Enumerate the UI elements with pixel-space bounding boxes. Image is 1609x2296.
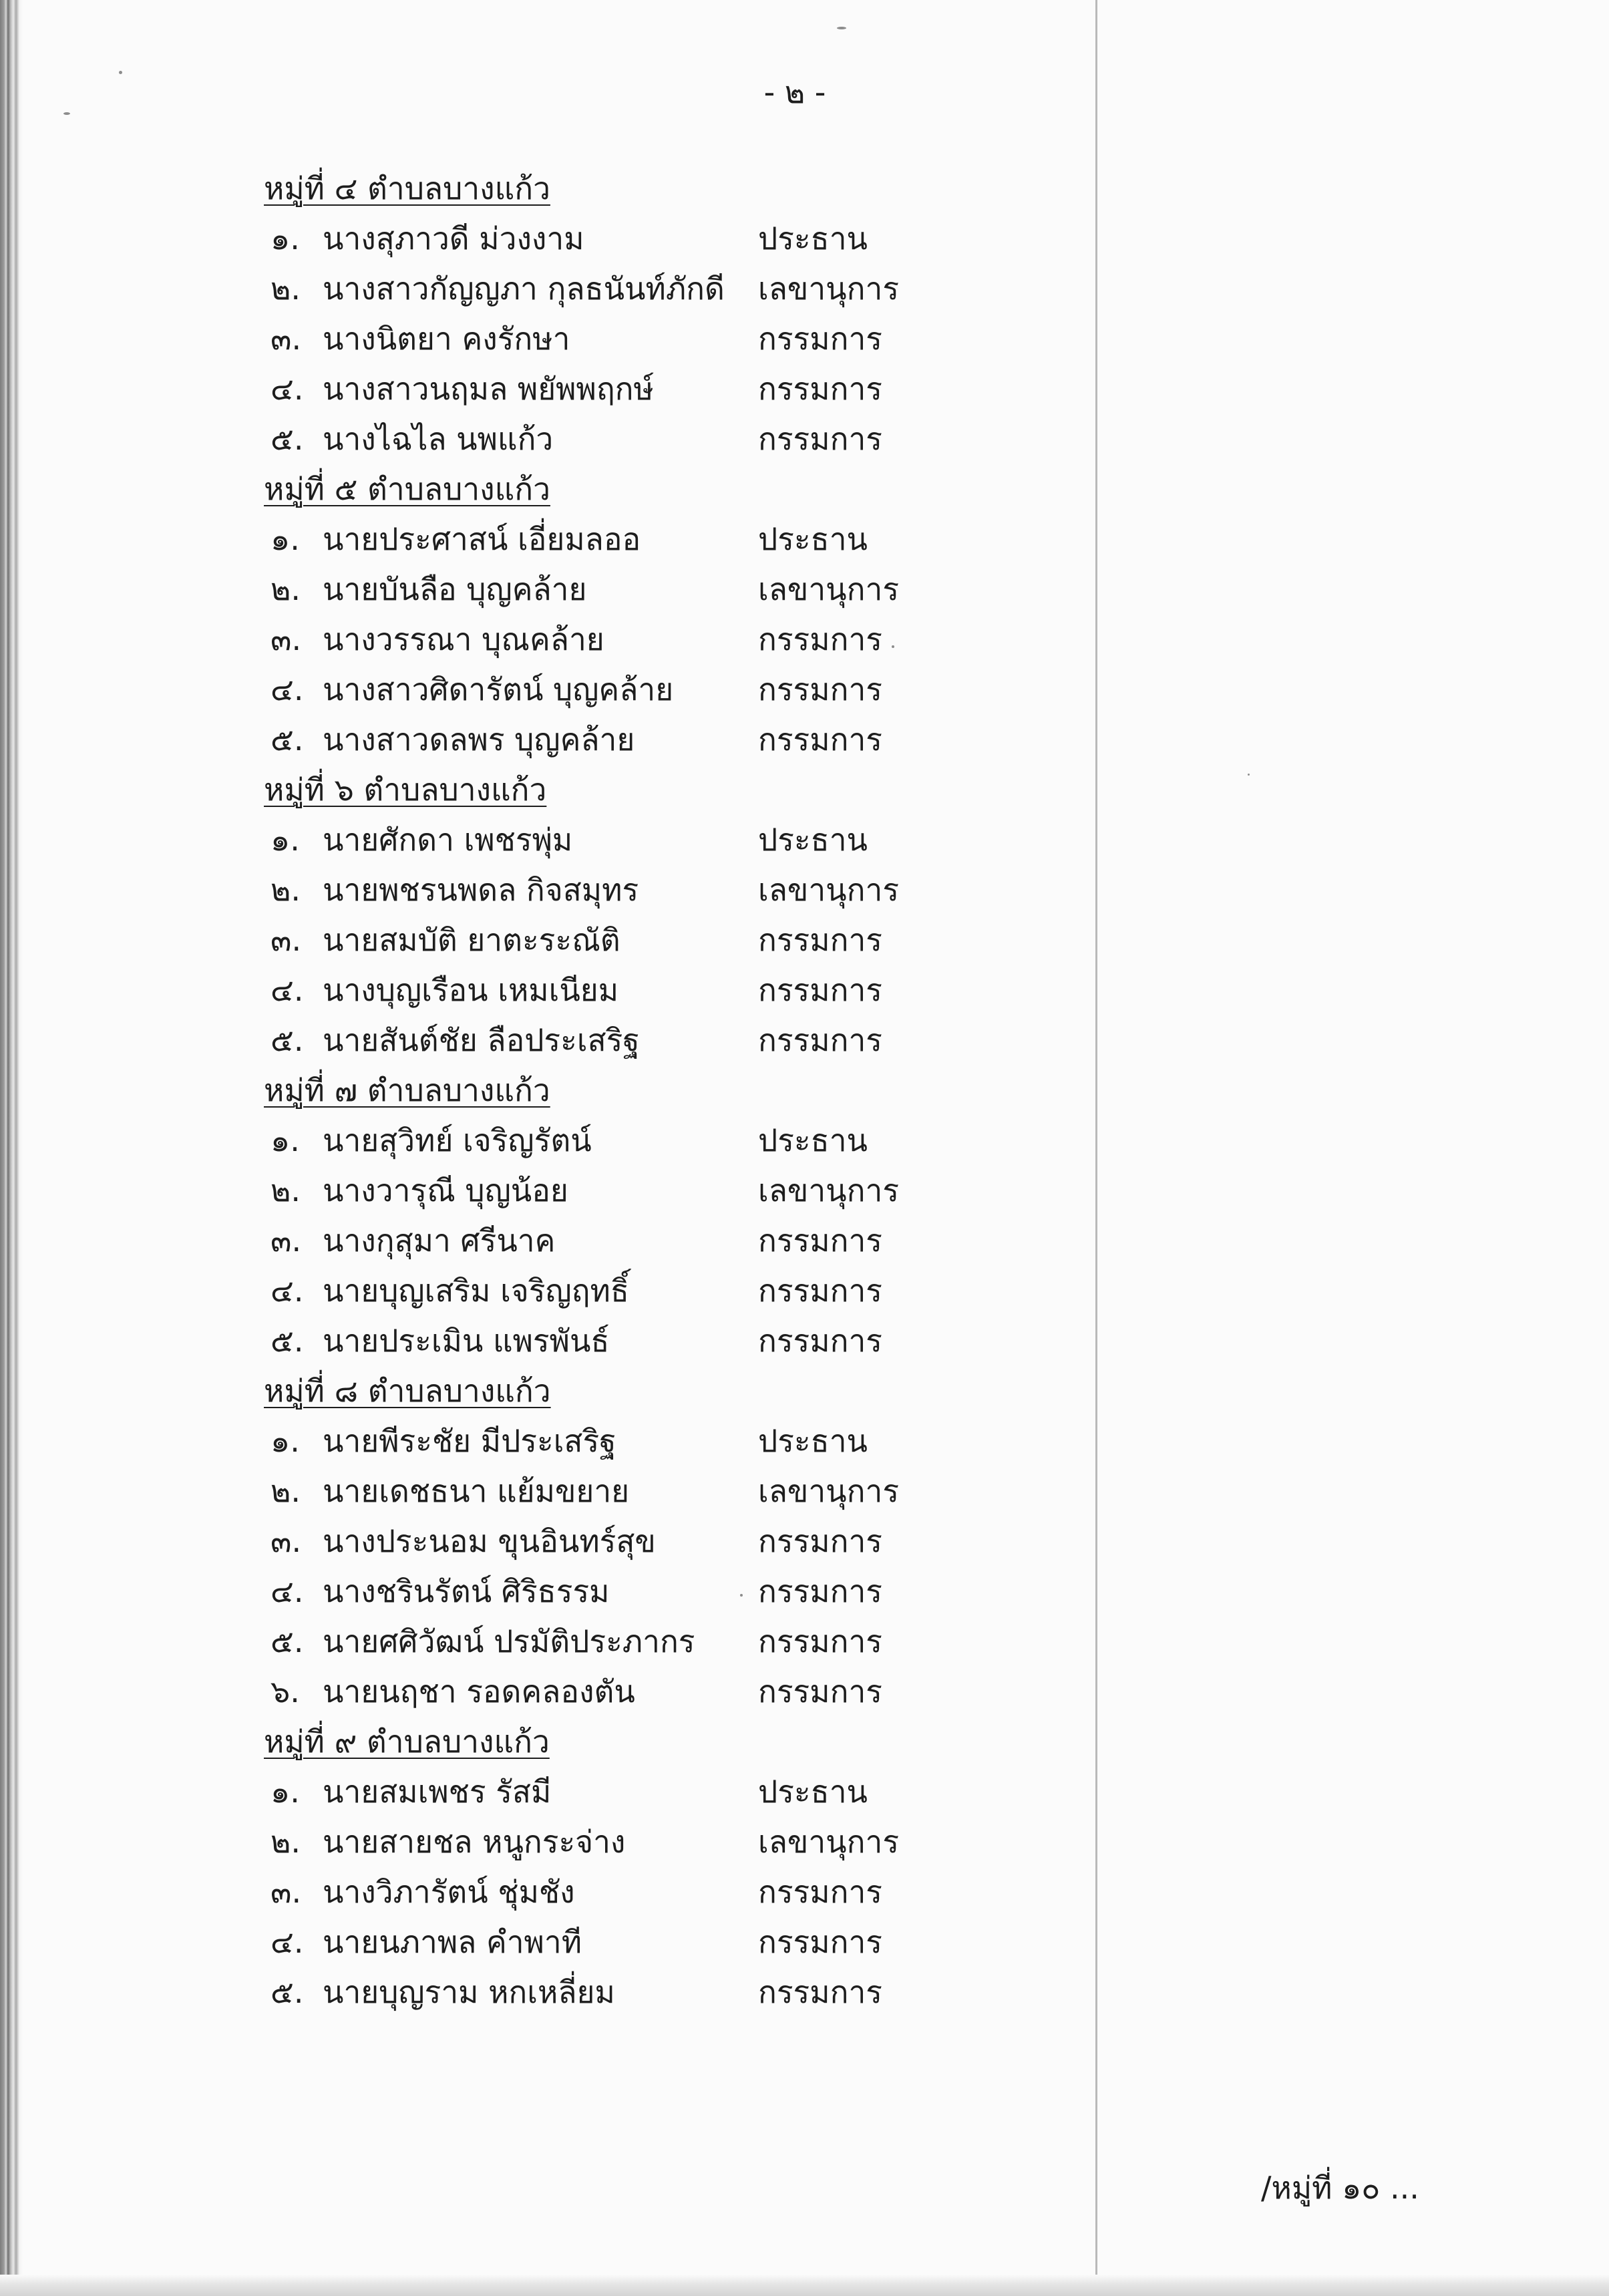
member-name: นายบุญราม หกเหลี่ยม [323, 1974, 615, 2010]
member-row [264, 1166, 1085, 1216]
member-role: กรรมการ [758, 671, 882, 707]
member-name: นายพชรนพดล กิจสมุทร [323, 872, 639, 908]
member-index: ๔. [271, 972, 304, 1008]
member-row [264, 364, 1085, 414]
village-group [264, 765, 1085, 1065]
member-row [264, 1767, 1085, 1817]
member-role: กรรมการ [758, 922, 882, 958]
member-row [264, 1316, 1085, 1366]
group-heading [264, 1717, 1085, 1767]
member-role: กรรมการ [758, 1523, 882, 1559]
member-name: นายบุญเสริม เจริญฤทธิ์ [323, 1273, 629, 1309]
member-role: กรรมการ [758, 1623, 882, 1659]
member-index: ๒. [271, 1172, 301, 1208]
fold-line [1095, 0, 1097, 2296]
group-heading-text: หมู่ที่ ๔ ตำบลบางแก้ว [264, 170, 550, 206]
member-row [264, 615, 1085, 665]
group-heading-text: หมู่ที่ ๘ ตำบลบางแก้ว [264, 1373, 551, 1409]
group-heading [264, 1366, 1085, 1416]
member-name: นางสาวศิดารัตน์ บุญคล้าย [323, 671, 674, 707]
member-name: นางสาวดลพร บุญคล้าย [323, 721, 635, 758]
member-row [264, 915, 1085, 965]
member-row [264, 1466, 1085, 1516]
member-name: นายพีระชัย มีประเสริฐ [323, 1423, 616, 1459]
member-name: นางสาวนฤมล พยัพพฤกษ์ [323, 371, 654, 407]
member-role: กรรมการ [758, 421, 882, 457]
group-heading [264, 1065, 1085, 1116]
member-index: ๕. [271, 721, 304, 758]
member-name: นายสันต์ชัย ลือประเสริฐ [323, 1022, 640, 1058]
member-role: กรรมการ [758, 1273, 882, 1309]
group-heading-text: หมู่ที่ ๗ ตำบลบางแก้ว [264, 1072, 550, 1108]
member-index: ๓. [271, 1222, 302, 1259]
group-heading [264, 464, 1085, 514]
member-name: นางวารุณี บุญน้อย [323, 1172, 568, 1208]
member-name: นางนิตยา คงรักษา [323, 321, 570, 357]
member-index: ๕. [271, 1974, 304, 2010]
member-role: กรรมการ [758, 721, 882, 758]
member-role: กรรมการ [758, 371, 882, 407]
member-role: กรรมการ [758, 621, 882, 657]
group-heading [264, 765, 1085, 815]
member-row [264, 1617, 1085, 1667]
member-role: ประธาน [758, 220, 868, 257]
member-row [264, 1917, 1085, 1967]
member-name: นางกุสุมา ศรีนาค [323, 1222, 556, 1259]
member-index: ๔. [271, 1273, 304, 1309]
member-role: เลขานุการ [758, 1172, 900, 1208]
member-index: ๑. [271, 822, 300, 858]
page-bottom-edge [0, 2275, 1609, 2296]
member-row [264, 314, 1085, 364]
group-heading-text: หมู่ที่ ๙ ตำบลบางแก้ว [264, 1724, 550, 1760]
member-role: ประธาน [758, 521, 868, 557]
member-role: กรรมการ [758, 1323, 882, 1359]
member-index: ๓. [271, 1874, 302, 1910]
member-index: ๑. [271, 521, 300, 557]
member-index: ๒. [271, 1824, 301, 1860]
member-row [264, 665, 1085, 715]
member-row [264, 1516, 1085, 1567]
member-index: ๔. [271, 1573, 304, 1609]
member-role: กรรมการ [758, 1573, 882, 1609]
member-role: กรรมการ [758, 1874, 882, 1910]
member-role: กรรมการ [758, 1673, 882, 1709]
member-row [264, 1667, 1085, 1717]
member-row [264, 1015, 1085, 1065]
member-row [264, 1216, 1085, 1266]
member-row [264, 414, 1085, 464]
member-row [264, 1967, 1085, 2017]
member-index: ๕. [271, 1623, 304, 1659]
member-index: ๒. [271, 271, 301, 307]
group-heading-text: หมู่ที่ ๖ ตำบลบางแก้ว [264, 772, 547, 808]
village-group [264, 1366, 1085, 1717]
member-index: ๑. [271, 1122, 300, 1158]
group-heading [264, 164, 1085, 214]
member-index: ๓. [271, 621, 302, 657]
member-name: นางสาวกัญญภา กุลธนันท์ภักดี [323, 271, 725, 307]
member-index: ๒. [271, 1473, 301, 1509]
member-name: นางวิภารัตน์ ชุ่มชัง [323, 1874, 575, 1910]
member-row [264, 1567, 1085, 1617]
member-role: เลขานุการ [758, 571, 900, 607]
village-group [264, 1065, 1085, 1366]
member-row [264, 965, 1085, 1015]
scan-speck [119, 71, 122, 74]
member-role: กรรมการ [758, 1974, 882, 2010]
member-role: ประธาน [758, 822, 868, 858]
member-row [264, 514, 1085, 564]
scan-speck [63, 112, 70, 115]
member-index: ๔. [271, 371, 304, 407]
member-role: เลขานุการ [758, 872, 900, 908]
village-group [264, 164, 1085, 464]
village-group [264, 1717, 1085, 2017]
member-row [264, 1867, 1085, 1917]
member-index: ๓. [271, 321, 302, 357]
member-index: ๑. [271, 1774, 300, 1810]
binding-edge [0, 0, 23, 2296]
scan-speck [837, 27, 846, 29]
member-name: นางประนอม ขุนอินทร์สุข [323, 1523, 656, 1559]
member-row [264, 1416, 1085, 1466]
member-name: นายประศาสน์ เอี่ยมลออ [323, 521, 641, 557]
member-role: เลขานุการ [758, 1473, 900, 1509]
member-row [264, 1266, 1085, 1316]
member-role: เลขานุการ [758, 1824, 900, 1860]
village-group [264, 464, 1085, 765]
committee-list [264, 164, 1085, 2017]
member-role: เลขานุการ [758, 271, 900, 307]
member-row [264, 214, 1085, 264]
member-row [264, 1116, 1085, 1166]
member-name: นายเดชธนา แย้มขยาย [323, 1473, 630, 1509]
member-index: ๕. [271, 1022, 304, 1058]
member-role: กรรมการ [758, 321, 882, 357]
member-name: นายนภาพล คำพาที [323, 1924, 582, 1960]
member-index: ๓. [271, 1523, 302, 1559]
member-index: ๑. [271, 220, 300, 257]
member-role: ประธาน [758, 1423, 868, 1459]
member-index: ๔. [271, 671, 304, 707]
member-name: นายสมบัติ ยาตะระณัติ [323, 922, 620, 958]
member-index: ๒. [271, 872, 301, 908]
member-role: ประธาน [758, 1122, 868, 1158]
member-row [264, 715, 1085, 765]
member-index: ๓. [271, 922, 302, 958]
member-index: ๖. [271, 1673, 300, 1709]
member-row [264, 865, 1085, 915]
member-role: กรรมการ [758, 1222, 882, 1259]
page-number: - ๒ - [763, 74, 826, 110]
member-name: นายสุวิทย์ เจริญรัตน์ [323, 1122, 592, 1158]
member-name: นางสุภาวดี ม่วงงาม [323, 220, 584, 257]
member-name: นายศักดา เพชรพุ่ม [323, 822, 573, 858]
member-role: กรรมการ [758, 972, 882, 1008]
member-row [264, 564, 1085, 615]
member-name: นายบันลือ บุญคล้าย [323, 571, 587, 607]
member-row [264, 264, 1085, 314]
member-index: ๒. [271, 571, 301, 607]
member-name: นายนฤชา รอดคลองตัน [323, 1673, 635, 1709]
member-index: ๔. [271, 1924, 304, 1960]
group-heading-text: หมู่ที่ ๕ ตำบลบางแก้ว [264, 471, 550, 507]
member-name: นายสายชล หนูกระจ่าง [323, 1824, 626, 1860]
member-name: นางไฉไล นพแก้ว [323, 421, 554, 457]
member-index: ๕. [271, 421, 304, 457]
member-index: ๕. [271, 1323, 304, 1359]
member-row [264, 1817, 1085, 1867]
member-name: นางบุญเรือน เหมเนียม [323, 972, 619, 1008]
member-index: ๑. [271, 1423, 300, 1459]
member-name: นายศศิวัฒน์ ปรมัติประภากร [323, 1623, 695, 1659]
member-name: นายสมเพชร รัสมี [323, 1774, 552, 1810]
continuation-marker: /หมู่ที่ ๑๐ ... [1261, 2170, 1419, 2206]
scan-speck [1248, 774, 1250, 776]
member-row [264, 815, 1085, 865]
member-role: ประธาน [758, 1774, 868, 1810]
member-name: นางชรินรัตน์ ศิริธรรม [323, 1573, 610, 1609]
member-name: นางวรรณา บุณคล้าย [323, 621, 604, 657]
member-role: กรรมการ [758, 1022, 882, 1058]
member-role: กรรมการ [758, 1924, 882, 1960]
member-name: นายประเมิน แพรพันธ์ [323, 1323, 610, 1359]
